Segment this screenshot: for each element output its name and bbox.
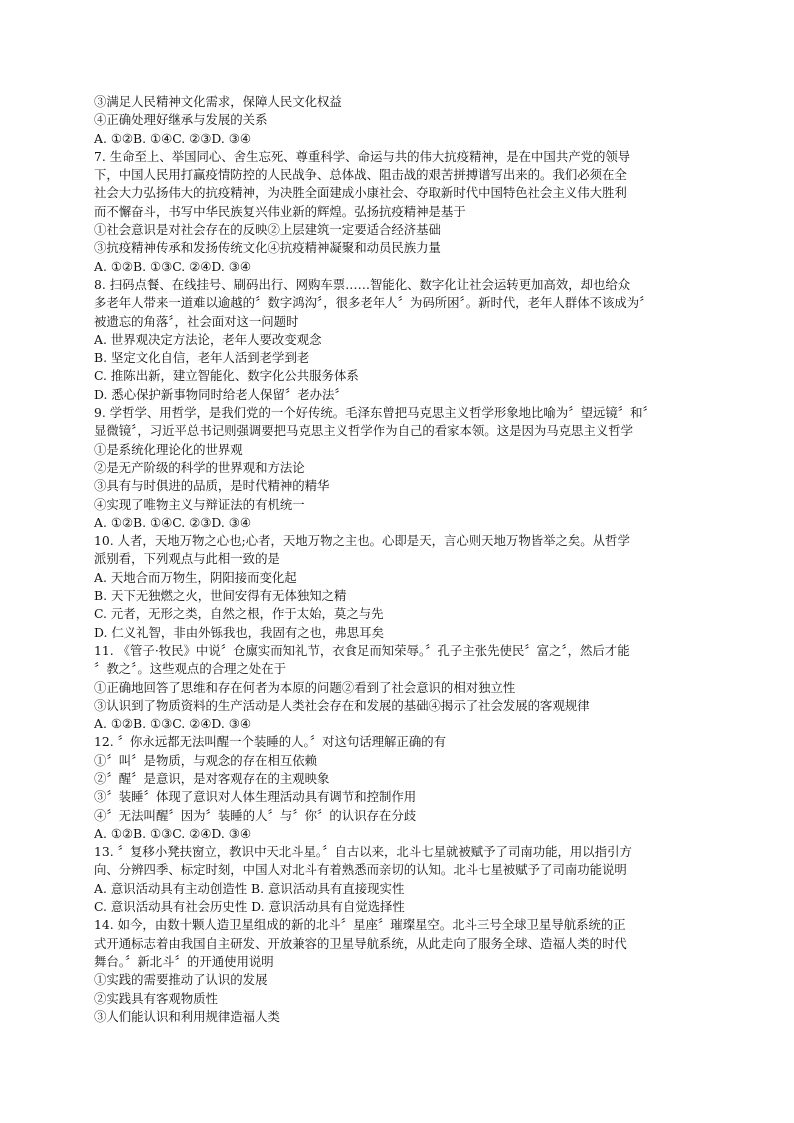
question-12-text: 12. 〞你永远都无法叫醒一个装睡的人。〞对这句话理解正确的有: [94, 734, 446, 750]
question-8-text: 8. 扫码点餐、在线挂号、刷码出行、网购车票……智能化、数字化让社会运转更加高效，却也给众: [94, 276, 631, 292]
option-line: ②实践具有客观物质性: [94, 990, 218, 1006]
option-line: ①是系统化理论化的世界观: [94, 441, 243, 457]
option-line: C. 意识活动具有社会历史性 D. 意识活动具有自觉选择性: [94, 899, 405, 915]
question-10-text: 派别看，下列观点与此相一致的是: [94, 551, 280, 567]
question-9-text: 显微镜〞，习近平总书记则强调要把马克思主义哲学作为自己的看家本领。这是因为马克思主义哲学: [94, 423, 633, 439]
question-7-text: 而不懈奋斗，书写中华民族复兴伟业新的辉煌。弘扬抗疫精神是基于: [94, 203, 466, 219]
option-line: ③认识到了物质资料的生产活动是人类社会存在和发展的基础④揭示了社会发展的客观规律: [94, 697, 590, 713]
question-14-text: 舞台。〞新北斗〞的开通使用说明: [94, 953, 274, 969]
option-line: ④实现了唯物主义与辩证法的有机统一: [94, 496, 305, 512]
option-line: ③具有与时俱进的品质，是时代精神的精华: [94, 478, 330, 494]
option-line: B. 天下无独燃之火，世间安得有无体独知之精: [94, 588, 347, 604]
answer-choices: A. ①②B. ①④C. ②③D. ③④: [94, 130, 251, 146]
option-line: D. 仁义礼智，非由外铄我也，我固有之也，弗思耳矣: [94, 624, 384, 640]
question-7-text: 下，中国人民用打赢疫情防控的人民战争、总体战、阻击战的艰苦拼搏谱写出来的。我们必须在全: [94, 167, 627, 183]
option-line: ①实践的需要推动了认识的发展: [94, 972, 268, 988]
option-line: D. 悉心保护新事物同时给老人保留〞老办法〞: [94, 386, 347, 402]
option-line: C. 推陈出新，建立智能化、数字化公共服务体系: [94, 368, 359, 384]
option-line: B. 坚定文化自信，老年人活到老学到老: [94, 350, 310, 366]
question-10-text: 10. 人者，天地万物之心也;心者，天地万物之主也。心即是天，言心则天地万物皆举之矣。从哲学: [94, 533, 630, 549]
document-page: [94, 93, 706, 1026]
option-line: A. 世界观决定方法论，老年人要改变观念: [94, 331, 322, 347]
answer-choices: A. ①②B. ①③C. ②④D. ③④: [94, 258, 251, 274]
option-line: ①〞叫〞是物质，与观念的存在相互依赖: [94, 752, 318, 768]
option-line: ③满足人民精神文化需求，保障人民文化权益: [94, 94, 342, 109]
option-line: ④正确处理好继承与发展的关系: [94, 112, 268, 128]
option-line: ②〞醒〞是意识，是对客观存在的主观映象: [94, 770, 330, 786]
option-line: ③抗疫精神传承和发扬传统文化④抗疫精神凝聚和动员民族力量: [94, 240, 441, 256]
answer-choices: A. ①②B. ①④C. ②③D. ③④: [94, 514, 251, 530]
answer-choices: A. ①②B. ①③C. ②④D. ③④: [94, 825, 251, 841]
answer-choices: A. ①②B. ①③C. ②④D. ③④: [94, 716, 251, 732]
question-8-text: 被遗忘的角落〞，社会面对这一问题时: [94, 313, 299, 329]
question-13-text: 13. 〞复移小凳扶窗立，教识中天北斗星。〞自古以来，北斗七星就被赋予了司南功能，用以指引方: [94, 844, 632, 860]
question-9-text: 9. 学哲学、用哲学，是我们党的一个好传统。毛泽东曾把马克思主义哲学形象地比喻为〞望远镜〞和〞: [94, 405, 655, 421]
question-11-text: 〞教之〞。这些观点的合理之处在于: [94, 661, 287, 677]
question-11-text: 11. 《管子·牧民》中说〞仓廪实而知礼节，衣食足而知荣辱。〞孔子主张先使民〞富之〞，然后才能: [94, 642, 630, 658]
option-line: ③〞装睡〞体现了意识对人体生理活动具有调节和控制作用: [94, 789, 417, 805]
option-line: ③人们能认识和利用规律造福人类: [94, 1008, 280, 1024]
question-13-text: 向、分辨四季、标定时刻，中国人对北斗有着熟悉而亲切的认知。北斗七星被赋予了司南功能说明: [94, 862, 627, 878]
option-line: ①社会意识是对社会存在的反映②上层建筑一定要适合经济基础: [94, 222, 441, 238]
question-14-text: 式开通标志着由我国自主研发、开放兼容的卫星导航系统，从此走向了服务全球、造福人类的时代: [94, 935, 627, 951]
question-14-text: 14. 如今，由数十颗人造卫星组成的新的北斗〞星座〞璀璨星空。北斗三号全球卫星导航系统的正: [94, 917, 626, 933]
option-line: A. 天地合而万物生，阴阳接而变化起: [94, 569, 297, 585]
question-7-text: 7. 生命至上、举国同心、舍生忘死、尊重科学、命运与共的伟大抗疫精神，是在中国共产党的领导: [94, 148, 631, 164]
question-8-text: 多老年人带来一道难以逾越的〞数字鸿沟〞，很多老年人〞为码所困〞。新时代，老年人群体不该成为〞: [94, 295, 652, 311]
question-7-text: 社会大力弘扬伟大的抗疫精神，为决胜全面建成小康社会、夺取新时代中国特色社会主义伟大胜利: [94, 185, 627, 201]
option-line: ④〞无法叫醒〞因为〞装睡的人〞与〞你〞的认识存在分歧: [94, 807, 417, 823]
option-line: ①正确地回答了思维和存在何者为本原的问题②看到了社会意识的相对独立性: [94, 679, 516, 695]
option-line: C. 元者，无形之类，自然之根，作于太始，莫之与先: [94, 606, 384, 622]
option-line: A. 意识活动具有主动创造性 B. 意识活动具有直接现实性: [94, 880, 405, 896]
option-line: ②是无产阶级的科学的世界观和方法论: [94, 459, 305, 475]
